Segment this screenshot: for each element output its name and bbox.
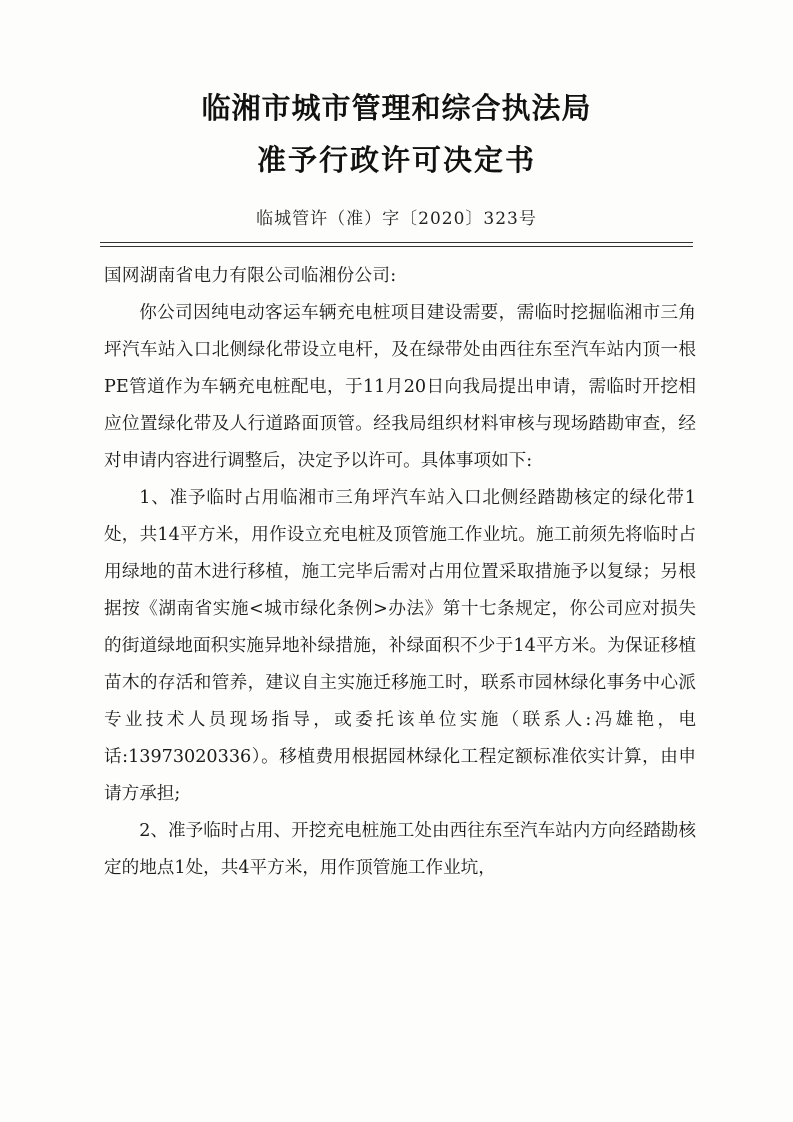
document-title: 准予行政许可决定书 [256, 143, 536, 177]
agency-title: 临湘市城市管理和综合执法局 [201, 91, 592, 125]
item-2-paragraph: 2、准予临时占用、开挖充电桩施工处由西往东至汽车站内方向经踏勘核定的地点1处，共4平方米，用作顶管施工作业坑， [104, 821, 696, 878]
addressee: 国网湖南省电力有限公司临湘份公司: [104, 266, 397, 286]
intro-paragraph: 你公司因纯电动客运车辆充电桩项目建设需要，需临时挖掘临湘市三角坪汽车站入口北侧绿化带设立电杆，及在绿带处由西往东至汽车站内顶一根PE管道作为车辆充电桩配电，于11月20日向我局提出申请，需临时开挖相应位置绿化带及人行道路面顶管。经我局组织材料审核与现场踏勘审查，经对申请内容进行调整后，决定予以许可。具体事项如下: [104, 303, 696, 471]
item-1-paragraph: 1、准予临时占用临湘市三角坪汽车站入口北侧经踏勘核定的绿化带1处，共14平方米，用作设立充电桩及顶管施工作业坑。施工前须先将临时占用绿地的苗木进行移植，施工完毕后需对占用位置采取措施予以复绿；另根据按《湖南省实施<城市绿化条例>办法》第十七条规定，你公司应对损失的街道绿地面积实施异地补绿措施，补绿面积不少于14平方米。为保证移植苗木的存活和管养，建议自主实施迁移施工时，联系市园林绿化事务中心派专业技术人员现场指导，或委托该单位实施（联系人:冯雄艳，电话:13973020336）。移植费用根据园林绿化工程定额标准依实计算，由申请方承担; [104, 488, 696, 804]
document-number: 临城管许（准）字〔2020〕323号 [256, 209, 537, 229]
header-rule-top [100, 242, 693, 243]
letter-body [104, 258, 696, 887]
header-rule-bottom [100, 246, 693, 247]
